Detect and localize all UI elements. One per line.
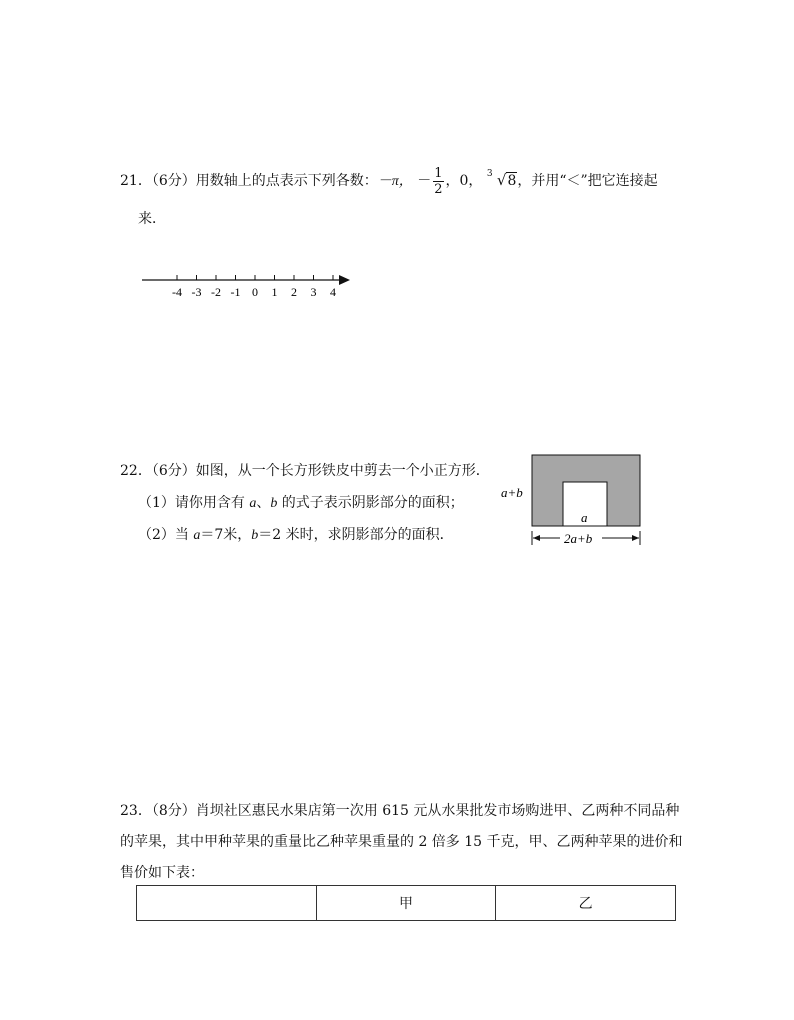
q21-cube-root — [487, 166, 517, 195]
q22-figure — [498, 452, 648, 548]
q22-sub2-mid: ＝7米， — [200, 527, 252, 543]
price-table-header-jia: 甲 — [316, 886, 496, 921]
price-table-header-blank — [137, 886, 317, 921]
fig-width-label: 2a+b — [564, 531, 593, 546]
number-line-tick-label: 4 — [330, 285, 336, 299]
q22-sub1-suffix: 的式子表示阴影部分的面积； — [277, 495, 464, 511]
q21-item-pi: －π， — [377, 174, 413, 189]
q23-number: 23． — [120, 803, 152, 819]
q21-text-b: ，并用“＜”把它连接起 — [517, 173, 658, 189]
q23-line1-text: 肖坝社区惠民水果店第一次用 615 元从水果批发市场购进甲、乙两种不同品种 — [195, 803, 680, 819]
q21-item-zero: ，0， — [445, 173, 483, 189]
number-line-tick-label: 2 — [291, 285, 297, 299]
q21-root-sign: √ — [496, 171, 507, 189]
q23-line2: 的苹果，其中甲种苹果的重量比乙种苹果重量的 2 倍多 15 千克，甲、乙两种苹果的进价和 — [120, 834, 683, 850]
width-arrowhead-right — [632, 535, 639, 541]
q22-sub1-a: a — [249, 496, 257, 511]
q22-sub1 — [138, 492, 464, 512]
q21-frac-num: 1 — [434, 165, 443, 181]
q21-number: 21． — [120, 173, 152, 189]
q22-sub2-b: b — [251, 528, 259, 543]
q22-score: （6分） — [151, 463, 196, 479]
q21-text-a: 用数轴上的点表示下列各数： — [195, 173, 378, 189]
q21-frac-den: 2 — [434, 181, 443, 197]
q23-line3: 售价如下表： — [120, 865, 204, 881]
q22-sub2-suffix: ＝2 米时，求阴影部分的面积． — [258, 527, 454, 543]
price-table — [136, 885, 676, 921]
number-line-tick-label: 1 — [271, 285, 278, 299]
q23-score: （8分） — [151, 803, 196, 819]
width-arrowhead-left — [533, 535, 540, 541]
q21-fraction — [433, 167, 443, 196]
q22-line1 — [120, 460, 490, 480]
number-line-tick-label: -2 — [211, 285, 221, 299]
q22-sub2 — [138, 524, 454, 544]
q21-line1 — [120, 166, 658, 196]
q22-sub1-prefix: （1）请你用含有 — [138, 495, 250, 511]
number-line-arrow — [339, 275, 350, 285]
q21-text-c: 来． — [138, 211, 166, 227]
q21-minus: － — [417, 173, 432, 189]
q21-root-radicand: 8 — [507, 173, 517, 189]
q22-sub2-prefix: （2）当 — [138, 527, 194, 543]
q22-text: 如图，从一个长方形铁皮中剪去一个小正方形． — [195, 463, 490, 479]
number-line-tick-label: 3 — [310, 285, 317, 299]
fig-height-label: a+b — [501, 485, 523, 500]
q22-sub1-sep: 、 — [256, 495, 271, 511]
number-line-tick-label: 0 — [252, 285, 258, 299]
number-line — [138, 270, 358, 310]
q22-number: 22． — [120, 463, 152, 479]
fig-inner-label: a — [581, 510, 588, 525]
number-line-tick-label: -3 — [191, 285, 202, 299]
q21-root-index: 3 — [486, 169, 493, 179]
number-line-tick-label: -4 — [172, 285, 182, 299]
number-line-tick-label: -1 — [230, 285, 241, 299]
price-table-header-row — [137, 886, 676, 921]
price-table-header-yi: 乙 — [496, 886, 676, 921]
q22-sub1-b: b — [270, 496, 278, 511]
q22-sub2-a: a — [193, 528, 201, 543]
q23-line1 — [120, 800, 679, 820]
q21-score: （6分） — [151, 173, 196, 189]
